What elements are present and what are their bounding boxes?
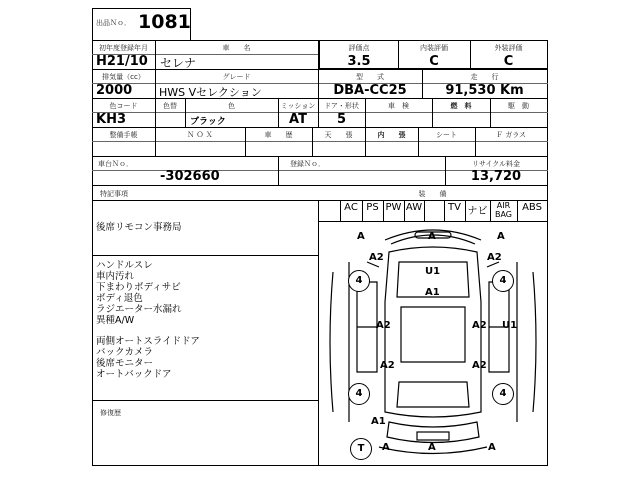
glass-label: Ｆ ガラス xyxy=(495,131,526,139)
equip-abs: ABS xyxy=(522,202,542,213)
mark-left-door: A2 xyxy=(376,320,391,331)
mark-front-left-fender: A2 xyxy=(369,252,384,263)
equip-tv: TV xyxy=(448,202,461,213)
interior-label: 内 張 xyxy=(377,131,406,139)
mileage-value: 91,530 Km xyxy=(445,83,524,98)
notes-options xyxy=(96,336,200,380)
model-name-label: 車 名 xyxy=(222,44,251,52)
displacement-value: 2000 xyxy=(96,83,133,98)
interior-grade-value: C xyxy=(429,54,439,69)
chassis-no-label: 車台Ｎｏ． xyxy=(98,160,133,168)
reg-no-label: 登録Ｎｏ． xyxy=(290,160,325,168)
note-item: ボディ退色 xyxy=(96,293,143,304)
notes-items xyxy=(96,260,182,326)
color-value: ブラック xyxy=(190,117,226,127)
mark-tailgate-t: T xyxy=(350,438,372,460)
nox-label: Ｎ Ｏ Ｘ xyxy=(187,131,213,139)
grade-label: グレード xyxy=(222,73,251,81)
grade-value: HWS Vセレクション xyxy=(159,86,262,99)
mark-right-door: A2 xyxy=(472,320,487,331)
transmission-value: AT xyxy=(289,112,307,127)
model-code-label: 型 式 xyxy=(356,73,384,81)
mark-roof-front: U1 xyxy=(425,266,441,277)
vehicle-diagram xyxy=(319,222,547,465)
note-item: ラジエーター水漏れ xyxy=(96,304,182,315)
option-item: 両側オートスライドドア xyxy=(96,336,200,347)
model-name-value: セレナ xyxy=(160,56,197,70)
equip-airbag: AIR BAG xyxy=(494,201,513,219)
mileage-label: 走 行 xyxy=(470,73,499,81)
tire-rear-right: 4 xyxy=(492,383,514,405)
fuel-label: 燃 料 xyxy=(450,102,472,110)
tire-front-right: 4 xyxy=(492,270,514,292)
equip-ac: AC xyxy=(344,202,358,213)
equip-ps: PS xyxy=(366,202,379,213)
equip-aw: AW xyxy=(405,202,423,213)
score-label: 評価点 xyxy=(348,44,370,52)
mark-rear-left: A2 xyxy=(380,360,395,371)
notes-title: 特記事項 xyxy=(100,190,128,198)
seat-label: シート xyxy=(436,131,457,139)
note-item: 異種A/W xyxy=(96,315,135,326)
tire-rear-left: 4 xyxy=(348,383,370,405)
option-item: バックカメラ xyxy=(96,347,154,358)
mark-right-side: U1 xyxy=(502,320,518,331)
mark-bottom-right: A xyxy=(488,442,496,453)
option-item: 後席モニター xyxy=(96,358,154,369)
tire-front-left: 4 xyxy=(348,270,370,292)
repair-history-title: 修復歴 xyxy=(100,409,121,417)
history-label: 車 歴 xyxy=(264,131,293,139)
inspection-label: 車 検 xyxy=(388,102,409,110)
mark-front-left: A xyxy=(357,231,365,242)
drive-label: 駆 動 xyxy=(508,102,529,110)
roof-label: 天 張 xyxy=(324,131,353,139)
equip-navi: ナビ xyxy=(467,206,488,217)
mark-front-right: A xyxy=(497,231,505,242)
year-label: 初年度登録年月 xyxy=(99,44,148,52)
year-value: H21/10 xyxy=(96,54,148,69)
doors-label: ドア・形状 xyxy=(324,102,359,110)
manual-label: 整備手帳 xyxy=(109,131,138,139)
mark-front-center: A xyxy=(428,231,436,242)
note-item: 下まわりボディサビ xyxy=(96,282,181,293)
color-code-label: 色コード xyxy=(109,102,138,110)
mark-rear-bumper-left: A1 xyxy=(371,416,386,427)
recycle-fee-value: 13,720 xyxy=(470,169,522,184)
interior-grade-label: 内装評価 xyxy=(420,44,448,52)
lot-number: 1081 xyxy=(138,11,191,33)
exterior-grade-label: 外装評価 xyxy=(494,44,523,52)
equipment-title: 装 備 xyxy=(418,190,447,198)
recycle-fee-label: リサイクル料金 xyxy=(471,160,521,168)
color-code-value: KH3 xyxy=(96,112,126,127)
color-label: 色 xyxy=(228,102,235,110)
mark-bottom-center: A xyxy=(428,442,436,453)
note-item: ハンドルスレ xyxy=(96,260,153,271)
doors-value: 5 xyxy=(336,112,347,127)
lot-label: 出品Ｎｏ． xyxy=(96,19,131,27)
exterior-grade-value: C xyxy=(503,54,514,69)
transmission-label: ミッション xyxy=(280,102,316,110)
option-item: オートバックドア xyxy=(96,369,172,380)
notes-line1: 後席リモコン事務局 xyxy=(96,222,182,233)
model-code-value: DBA-CC25 xyxy=(333,83,407,98)
mark-front-right-fender: A2 xyxy=(487,252,502,263)
mark-bottom-left: A xyxy=(382,442,390,453)
displacement-label: 排気量（cc） xyxy=(102,73,145,81)
equip-pw: PW xyxy=(385,202,402,213)
mark-hood: A1 xyxy=(425,287,440,298)
mark-rear-right: A2 xyxy=(472,360,487,371)
score-value: 3.5 xyxy=(347,54,371,69)
chassis-no-value: -302660 xyxy=(160,169,220,184)
note-item: 車内汚れ xyxy=(96,271,135,282)
color-no-label: 色替 xyxy=(163,102,177,110)
